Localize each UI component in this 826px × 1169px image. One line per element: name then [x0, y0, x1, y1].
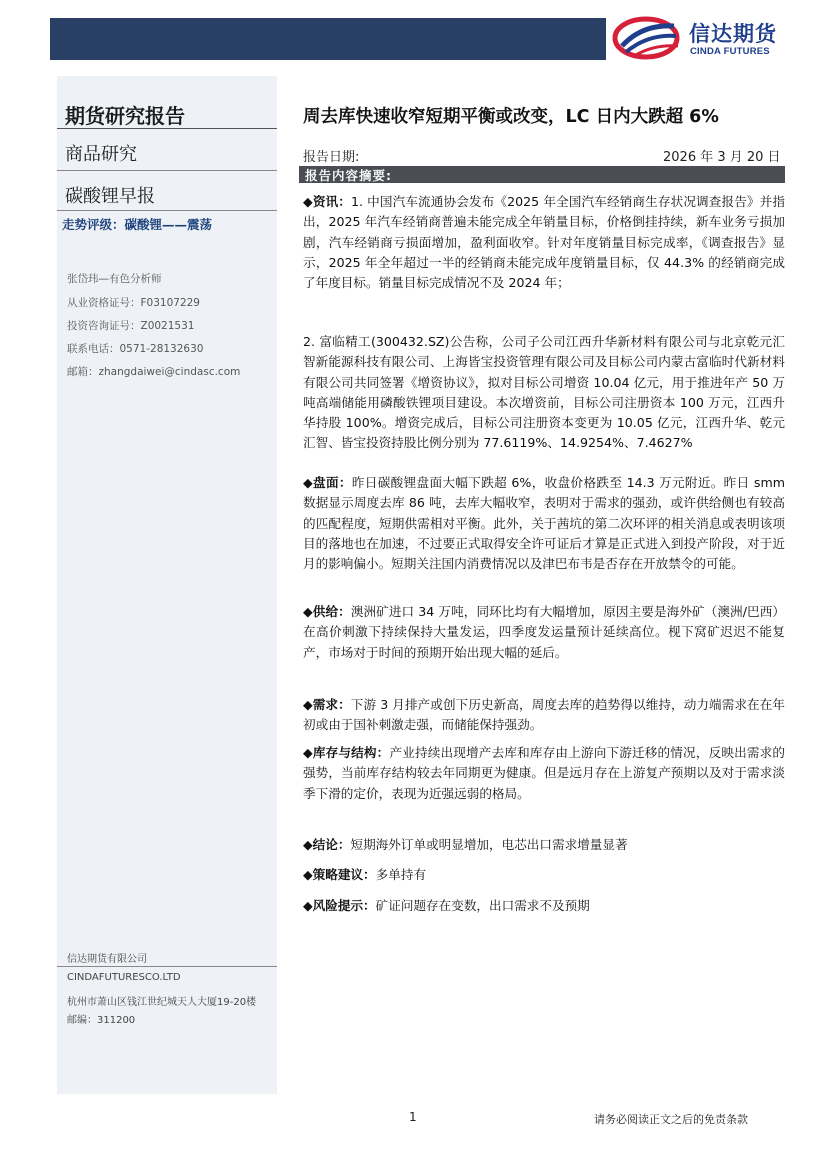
paragraph-heading: ◆风险提示： [303, 898, 376, 913]
company-english: CINDAFUTURESCO.LTD [67, 972, 181, 983]
paragraph-strategy [303, 865, 785, 885]
paragraph-text: 2. 富临精工(300432.SZ)公告称，公司子公司江西升华新材料有限公司与北京乾元汇智新能源科技有限公司、上海皆宝投资管理有限公司及目标公司内蒙古富临时代新材料有限公司共同签署《增资协议》，拟对目标公司增资 10.04 亿元，用于推进年产 50 万吨高端储能用磷酸铁锂项目建设。本次增资前，目标公司注册资本 100 万元，江西升华持股 100%。增资完成后，目标公司注册资本变更为 10.05 亿元，江西升华、乾元汇智、皆宝投资持股比例分别为 77.6119%、14.9254%、7.4627% [303, 334, 785, 451]
report-date: 2026 年 3 月 20 日 [663, 150, 781, 165]
company-address: 杭州市萧山区钱江世纪城天人大厦19-20楼 [67, 997, 257, 1008]
divider [57, 128, 277, 129]
logo-chinese-text: 信达期货 [689, 22, 777, 46]
paragraph-heading: ◆供给： [303, 604, 351, 619]
paragraph-heading: ◆需求： [303, 697, 351, 712]
paragraph-heading: ◆资讯： [303, 194, 351, 209]
logo-english-text: CINDA FUTURES [690, 46, 770, 57]
report-name: 碳酸锂早报 [65, 186, 155, 207]
report-category: 商品研究 [65, 144, 137, 165]
paragraph-text: 澳洲矿进口 34 万吨，同环比均有大幅增加，原因主要是海外矿（澳洲/巴西）在高价刺激下持续保持大量发运，四季度发运量预计延续高位。枧下窝矿迟迟不能复产，市场对于时间的预期开始出现大幅的延后。 [303, 604, 785, 660]
divider [57, 210, 277, 211]
trend-rating: 走势评级：碳酸锂——震荡 [62, 217, 213, 232]
summary-section-header [299, 166, 785, 183]
divider [57, 170, 277, 171]
paragraph-heading: ◆结论： [303, 837, 351, 852]
report-title: 周去库快速收窄短期平衡或改变，LC 日内大跌超 6% [303, 107, 719, 127]
paragraph-text: 昨日碳酸锂盘面大幅下跌超 6%，收盘价格跌至 14.3 万元附近。昨日 smm 数据显示周度去库 86 吨，去库大幅收窄，表明对于需求的强劲，或许供给侧也有较高的匹配程度，短期供需相对平衡。此外，关于茜坑的第二次环评的相关消息或表明该项目的落地也在加速，不过要正式取得安全许可证后才算是正式进入到投产阶段，对于近月的影响偏小。短期关注国内消费情况以及津巴布韦是否存在开放禁令的可能。 [303, 475, 785, 572]
paragraph-inventory [303, 743, 785, 804]
paragraph-text: 多单持有 [375, 867, 427, 882]
logo-emblem-icon [612, 16, 684, 60]
analyst-email: 邮箱：zhangdaiwei@cindasc.com [67, 366, 241, 378]
paragraph-market [303, 473, 785, 574]
paragraph-risk [303, 896, 785, 916]
analyst-name: 张岱玮—有色分析师 [67, 273, 162, 285]
divider [57, 966, 277, 967]
paragraph-supply [303, 602, 785, 663]
paragraph-demand [303, 695, 785, 736]
header-bar [50, 18, 606, 60]
paragraph-news-2 [303, 332, 785, 454]
company-name: 信达期货有限公司 [67, 954, 147, 965]
cinda-futures-logo [612, 16, 797, 62]
paragraph-text: 产业持续出现增产去库和库存由上游向下游迁移的情况，反映出需求的强势，当前库存结构较去年同期更为健康。但是远月存在上游复产预期以及对于需求淡季下滑的定价，表现为近强远弱的格局。 [303, 745, 786, 801]
paragraph-heading: ◆库存与结构： [303, 745, 390, 760]
paragraph-text: 下游 3 月排产或创下历史新高，周度去库的趋势得以维持，动力端需求在在年初或由于国补刺激走强，而储能保持强劲。 [303, 697, 785, 733]
company-postcode: 邮编：311200 [67, 1015, 136, 1026]
report-type-title: 期货研究报告 [65, 104, 185, 128]
analyst-phone: 联系电话：0571-28132630 [67, 343, 204, 355]
report-date-label: 报告日期: [303, 150, 360, 165]
paragraph-text: 短期海外订单或明显增加，电芯出口需求增量显著 [350, 837, 628, 852]
paragraph-text: 矿证问题存在变数，出口需求不及预期 [375, 898, 590, 913]
paragraph-heading: ◆盘面： [303, 475, 352, 490]
paragraph-heading: ◆策略建议： [303, 867, 376, 882]
page-number: 1 [409, 1110, 417, 1124]
paragraph-conclusion [303, 835, 785, 855]
paragraph-news [303, 192, 785, 293]
paragraph-text: 1. 中国汽车流通协会发布《2025 年全国汽车经销商生存状况调查报告》并指出，2025 年汽车经销商普遍未能完成全年销量目标，价格倒挂持续，新车业务亏损加剧，汽车经销商亏损面增加，盈利面收窄。针对年度销量目标完成率，《调查报告》显示，2025 年全年超过一半的经销商未能完成年度销量目标，仅 44.3% 的经销商完成了年度目标。销量目标完成情况不及 2024 年； [303, 194, 785, 291]
analyst-consult-license: 投资咨询证号：Z0021531 [67, 320, 195, 332]
disclaimer-note: 请务必阅读正文之后的免责条款 [594, 1113, 748, 1126]
summary-section-title: 报告内容摘要: [305, 168, 392, 183]
analyst-license: 从业资格证号：F03107229 [67, 297, 200, 309]
